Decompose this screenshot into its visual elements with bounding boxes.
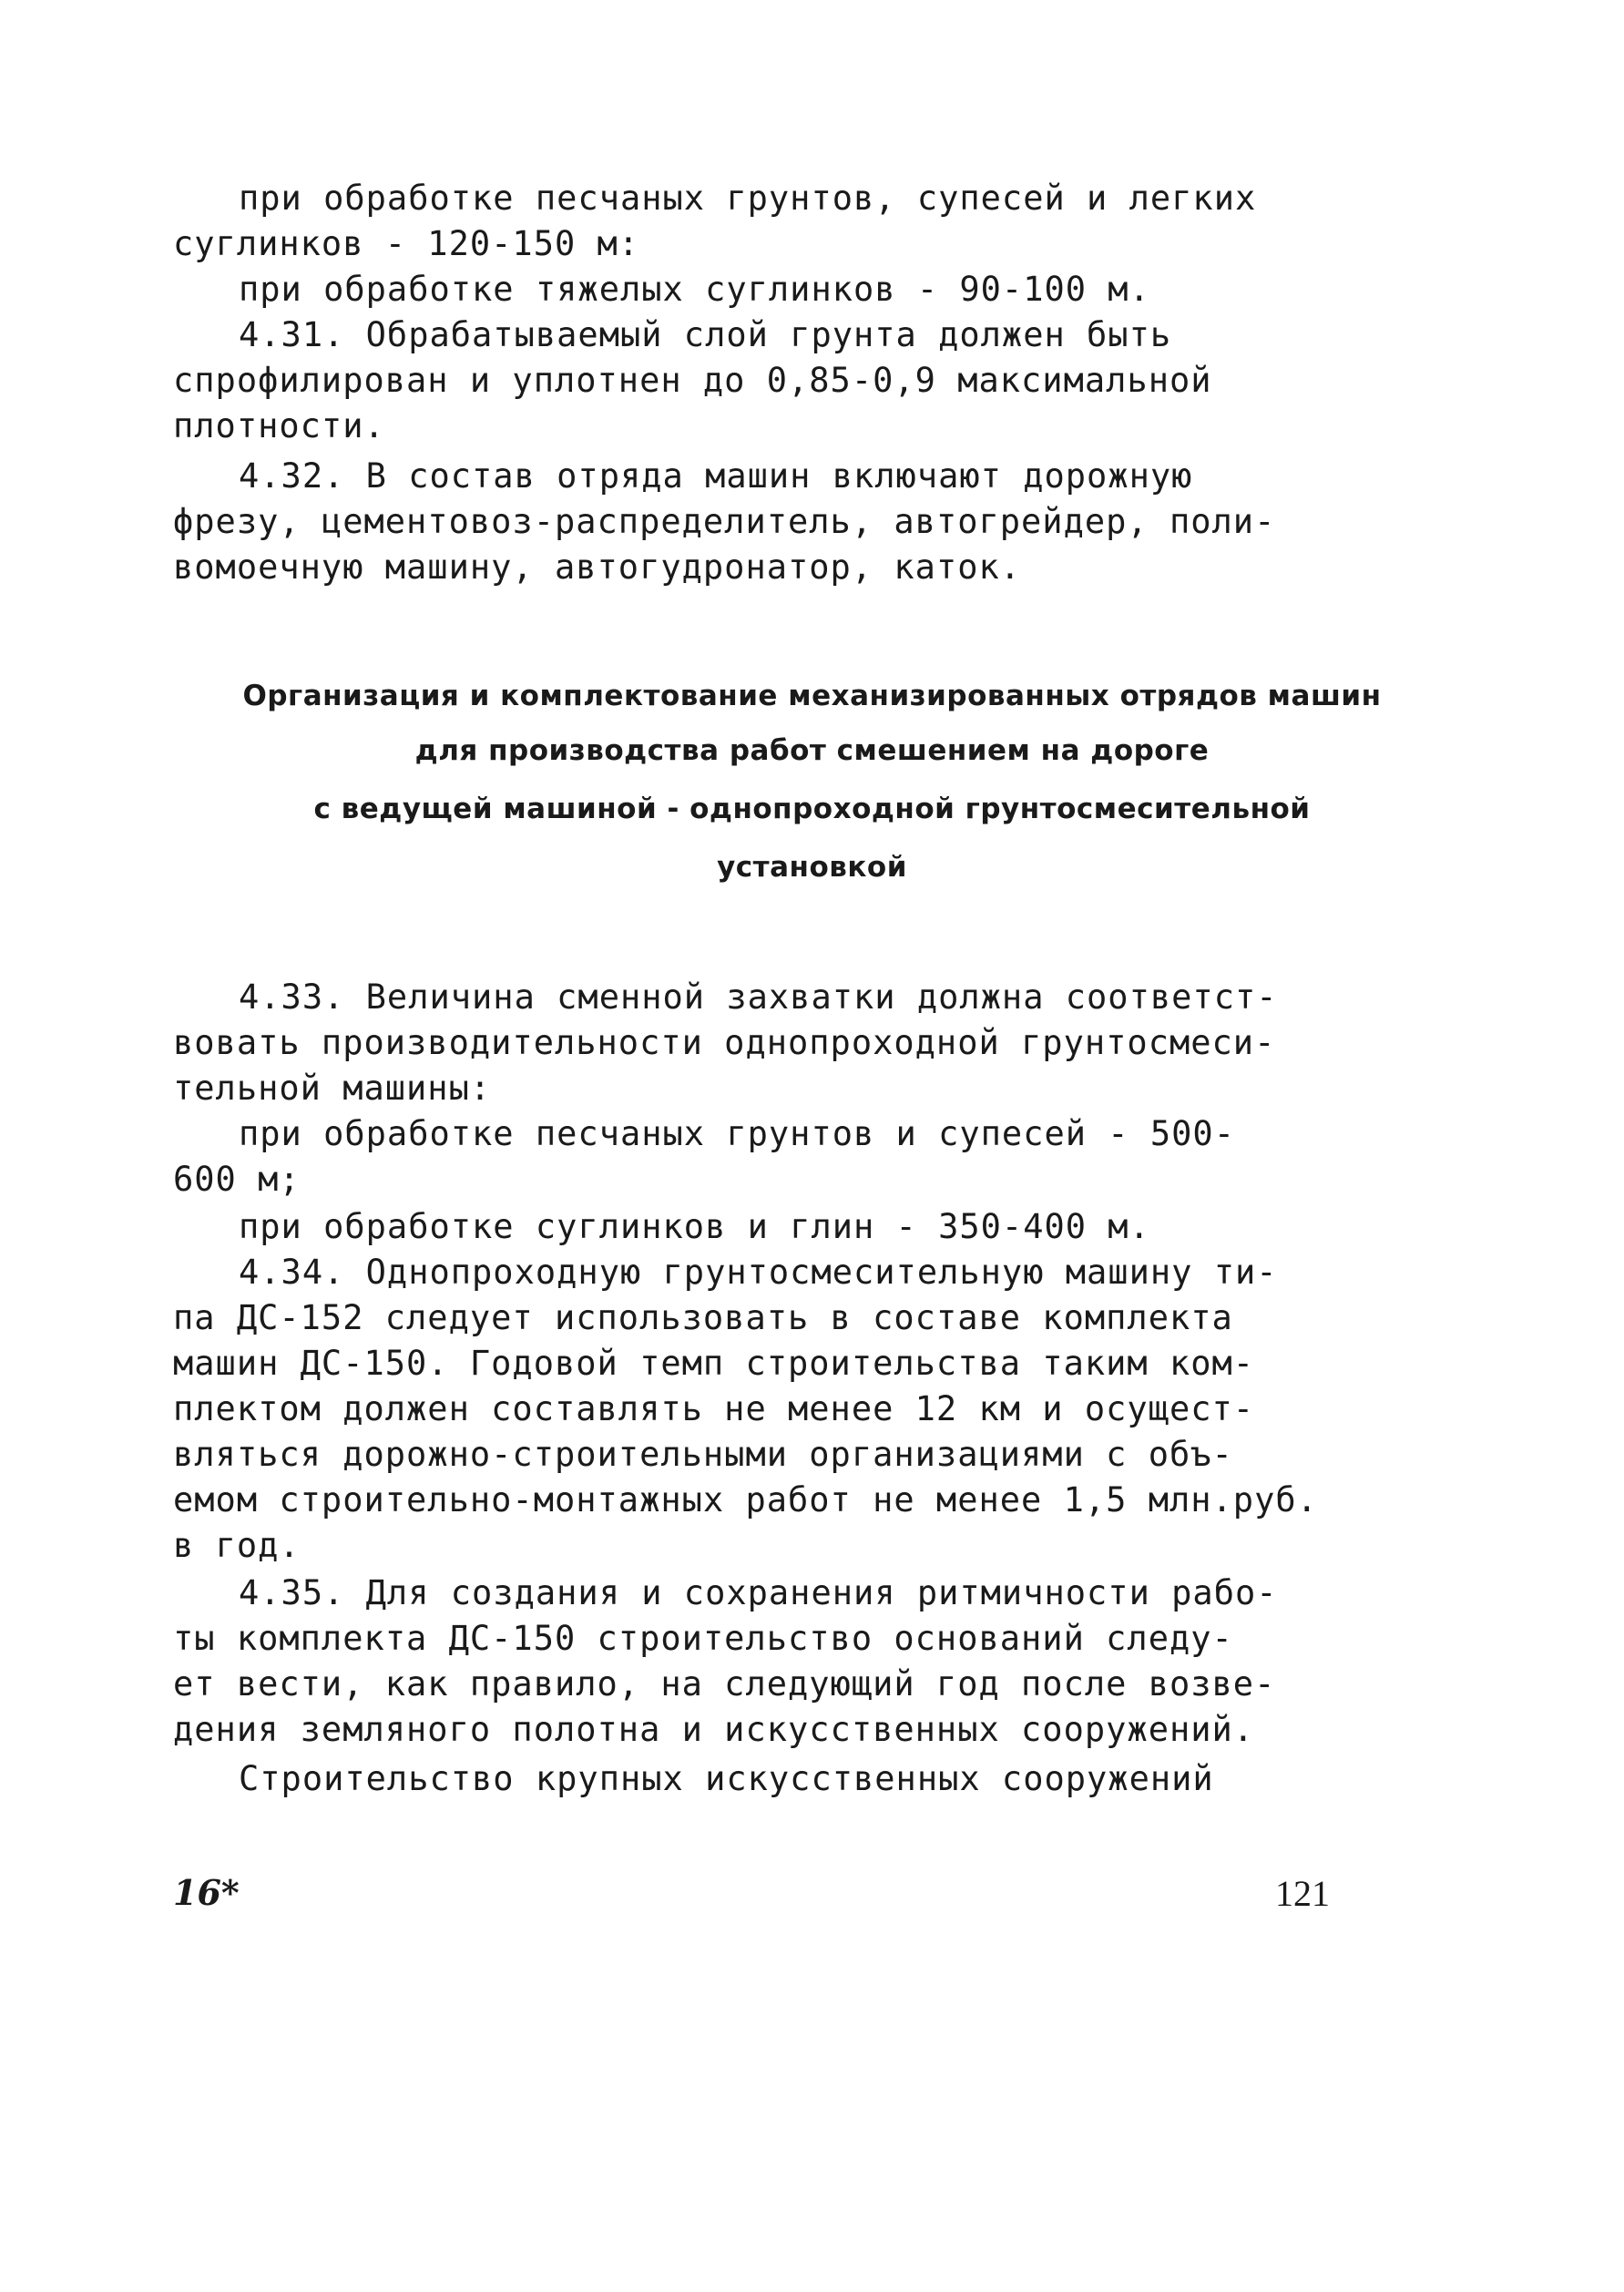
section-heading-line: установкой <box>717 851 907 884</box>
section-heading-line: с ведущей машиной - однопроходной грунтосмесительной <box>313 793 1311 825</box>
text-line: 4.35. Для создания и сохранения ритмичности рабо- <box>239 1573 1278 1612</box>
signature-mark: 16* <box>173 1872 240 1913</box>
text-line: 4.32. В состав отряда машин включают дорожную <box>239 456 1193 496</box>
text-line: вомоечную машину, автогудронатор, каток. <box>173 547 1022 587</box>
text-line: 4.33. Величина сменной захватки должна соответст- <box>239 977 1278 1017</box>
text-line: фрезу, цементовоз-распределитель, автогрейдер, поли- <box>173 502 1276 541</box>
text-line: Строительство крупных искусственных сооружений <box>239 1759 1214 1798</box>
text-line: плотности. <box>173 406 385 445</box>
text-line: спрофилирован и уплотнен до 0,85-0,9 максимальной <box>173 361 1212 400</box>
text-line: при обработке суглинков и глин - 350-400 м. <box>239 1207 1150 1246</box>
page-number: 121 <box>1275 1873 1330 1914</box>
text-line: вовать производительности однопроходной грунтосмеси- <box>173 1023 1276 1062</box>
text-line: тельной машины: <box>173 1069 492 1108</box>
text-line: при обработке песчаных грунтов, супесей и легких <box>239 179 1257 218</box>
text-line: суглинков - 120-150 м: <box>173 224 640 263</box>
text-line: в год. <box>173 1526 301 1565</box>
text-line: при обработке тяжелых суглинков - 90-100 м. <box>239 270 1150 309</box>
text-line: па ДС-152 следует использовать в составе комплекта <box>173 1298 1233 1337</box>
text-line: машин ДС-150. Годовой темп строительства таким ком- <box>173 1344 1255 1383</box>
text-line: дения земляного полотна и искусственных сооружений. <box>173 1710 1255 1749</box>
section-heading-line: Организация и комплектование механизированных отрядов машин <box>242 680 1382 712</box>
text-line: плектом должен составлять не менее 12 км и осущест- <box>173 1389 1255 1428</box>
text-line: при обработке песчаных грунтов и супесей - 500- <box>239 1114 1235 1153</box>
text-line: ет вести, как правило, на следующий год после возве- <box>173 1664 1276 1704</box>
section-heading-line: для производства работ смешением на дороге <box>414 734 1210 767</box>
text-line: емом строительно-монтажных работ не менее 1,5 млн.руб. <box>173 1480 1318 1519</box>
text-line: 600 м; <box>173 1160 301 1199</box>
text-line: ты комплекта ДС-150 строительство оснований следу- <box>173 1619 1233 1658</box>
text-line: 4.34. Однопроходную грунтосмесительную машину ти- <box>239 1253 1278 1292</box>
text-line: 4.31. Обрабатываемый слой грунта должен быть <box>239 315 1172 354</box>
text-line: вляться дорожно-строительными организациями с объ- <box>173 1435 1233 1474</box>
